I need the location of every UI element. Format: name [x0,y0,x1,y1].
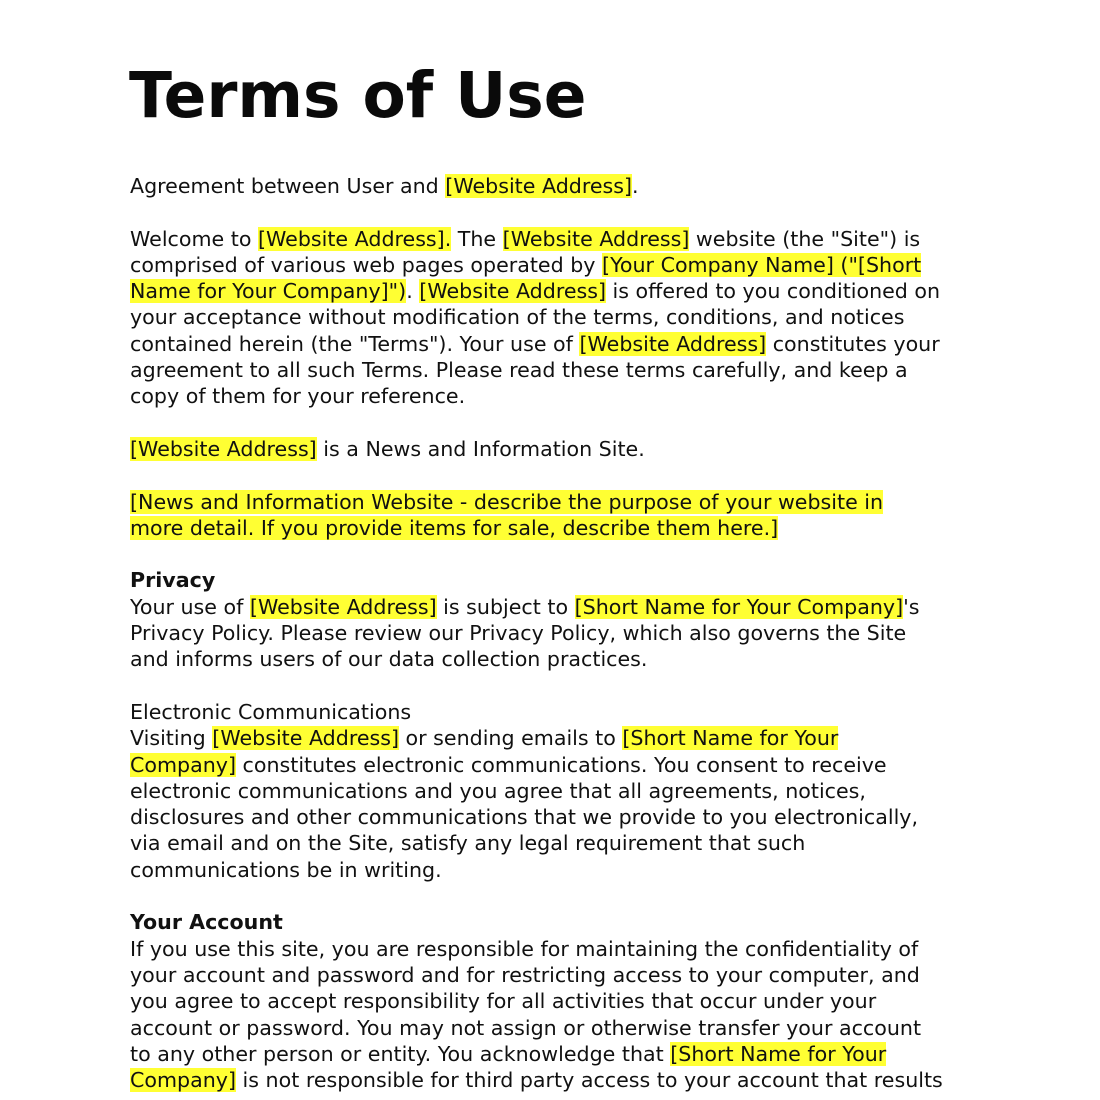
text-run: Welcome to [130,226,258,251]
electronic-communications-section [130,699,990,883]
paragraph-gap [130,199,990,225]
text-run: electronic communications and you agree that all agreements, notices, [130,778,866,803]
text-run: agreement to all such Terms. Please read these terms carefully, and keep a [130,358,908,383]
text-run: . [406,279,420,304]
text-line [130,489,990,515]
privacy-section [130,567,990,672]
your-account-section [130,909,990,1093]
text-run: is a News and Information Site. [316,436,645,461]
text-line [130,383,990,409]
placeholder-company-short-name: Name for Your Company]") [130,279,407,304]
text-run: Agreement between User and [130,174,446,198]
text-run: Visiting [130,726,213,751]
text-run: 's [903,594,920,619]
site-type-line [130,436,990,462]
text-run: to any other person or entity. You acknowledge that [130,1041,671,1066]
text-run: disclosures and other communications that we provide to you electronically, [130,805,919,830]
page-title: Terms of Use [129,59,587,132]
text-run: is subject to [436,594,575,619]
text-line [130,331,990,357]
placeholder-website-address: [Website Address] [130,436,317,461]
text-run: copy of them for your reference. [130,384,466,409]
placeholder-company-short-name: Company] [130,752,237,777]
text-line [130,936,990,962]
text-line [130,725,990,751]
paragraph-gap [130,462,990,488]
text-line [130,830,990,856]
text-run: If you use this site, you are responsible for maintaining the confidentiality of [130,936,919,961]
text-line [130,1015,990,1041]
text-run: contained herein (the "Terms"). Your use of [130,331,580,356]
text-line [130,226,990,252]
text-run: you agree to accept responsibility for all activities that occur under your [130,989,877,1014]
text-line [130,515,990,541]
placeholder-company-short-name: [Short Name for Your [670,1041,887,1066]
electronic-communications-heading: Electronic Communications [130,699,412,724]
text-line [130,778,990,804]
placeholder-website-address: [Website Address] [212,726,400,751]
placeholder-website-address: [Website Address] [502,226,690,251]
text-line [130,620,990,646]
placeholder-website-address: [Website Address]. [257,226,452,251]
text-run: comprised of various web pages operated by [130,252,603,277]
text-run: via email and on the Site, satisfy any legal requirement that such [130,831,806,856]
text-line [130,278,990,304]
placeholder-website-address: [Website Address] [419,279,607,304]
text-line [130,752,990,778]
text-run: website (the "Site") is [689,226,921,251]
text-run: communications be in writing. [130,857,442,882]
text-line [130,1067,990,1093]
agreement-line [130,173,990,199]
text-run: . [632,174,639,198]
text-run: is not responsible for third party access to your account that results [236,1068,943,1093]
placeholder-company-short-name: Company] [130,1068,237,1093]
text-run: The [451,226,503,251]
paragraph-gap [130,541,990,567]
text-line [130,857,990,883]
document-body [130,173,990,1093]
paragraph-gap [130,883,990,909]
welcome-paragraph [130,226,990,410]
placeholder-website-address: [Website Address] [445,174,633,198]
text-run: or sending emails to [399,726,623,751]
placeholder-company-short-name: [Short Name for Your Company] [574,594,904,619]
text-line [130,1041,990,1067]
privacy-heading: Privacy [130,568,216,593]
text-run: constitutes your [766,331,940,356]
text-line [130,304,990,330]
paragraph-gap [130,673,990,699]
text-line [130,646,990,672]
your-account-heading: Your Account [130,910,283,935]
text-run: Privacy Policy. Please review our Privacy Policy, which also governs the Site [130,621,907,646]
paragraph-gap [130,410,990,436]
text-run: your account and password and for restricting access to your computer, and [130,962,920,987]
placeholder-company-short-name: [Short Name for Your [622,726,839,751]
placeholder-company-name: [Your Company Name] ("[Short [602,252,922,277]
placeholder-site-description: more detail. If you provide items for sale, describe them here.] [130,515,779,540]
text-run: constitutes electronic communications. You consent to receive [236,752,887,777]
placeholder-website-address: [Website Address] [249,594,437,619]
text-line [130,357,990,383]
text-line [130,804,990,830]
text-line [130,962,990,988]
text-run: your acceptance without modification of the terms, conditions, and notices [130,305,905,330]
text-line [130,594,990,620]
text-run: account or password. You may not assign or otherwise transfer your account [130,1015,922,1040]
text-run: and informs users of our data collection practices. [130,647,648,672]
site-description-paragraph [130,489,990,542]
placeholder-website-address: [Website Address] [579,331,767,356]
text-line [130,252,990,278]
text-run: Your use of [130,594,250,619]
text-run: is offered to you conditioned on [606,279,941,304]
placeholder-site-description: [News and Information Website - describe the purpose of your website in [130,489,884,514]
text-line [130,988,990,1014]
